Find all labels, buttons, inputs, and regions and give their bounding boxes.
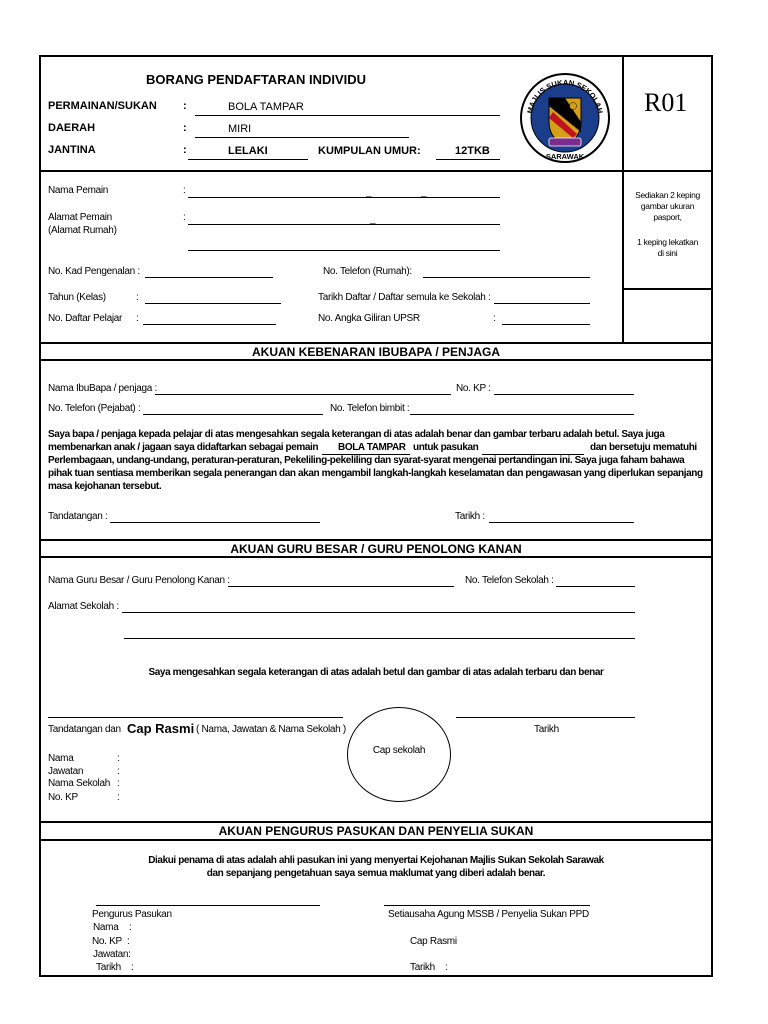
headmaster-title-top [40,539,712,541]
headmaster-section-title: AKUAN GURU BESAR / GURU PENOLONG KANAN [230,542,522,556]
photo-note-line4: 1 keping lekatkan [636,237,699,247]
school-address-field-1[interactable] [122,612,635,613]
student-reg-colon: : [136,313,139,324]
parent-declaration-2b: untuk pasukan [413,442,479,453]
gender-colon: : [183,144,187,156]
manager-section-title: AKUAN PENGURUS PASUKAN DAN PENYELIA SUKAN [218,824,534,838]
parent-name-label: Nama IbuBapa / penjaga : [48,383,157,394]
phone-home-field[interactable] [423,277,590,278]
headmaster-date-field[interactable] [456,717,635,718]
cap-rasmi-label: Cap Rasmi [127,721,195,736]
svg-text:SARAWAK: SARAWAK [545,152,585,161]
player-address-sub: (Alamat Rumah) [48,225,117,236]
manager-signature-field[interactable] [96,905,320,906]
gender-line [188,159,308,160]
parent-date-field[interactable] [489,522,634,523]
photo-note-line5: di sini [657,248,678,258]
parent-title-bottom [40,359,712,361]
headmaster-date-label: Tarikh [534,724,559,735]
player-address-label: Alamat Pemain [48,212,112,223]
form-code: R01 [644,88,688,117]
year-class-colon: : [136,292,139,303]
phone-home-label: No. Telefon (Rumah): [323,266,412,277]
signature-suffix: ( Nama, Jawatan & Nama Sekolah ) [196,724,346,735]
manager-field-name-colon: : [129,922,132,933]
header-bottom-line [40,170,712,172]
player-address-colon: : [183,212,186,223]
parent-title-top [40,342,712,344]
secretary-date: Tarikh [410,962,435,973]
parent-signature-label: Tandatangan : [48,511,108,522]
sport-colon: : [183,100,187,112]
gender-label: JANTINA [48,144,96,156]
manager-title: Pengurus Pasukan [92,909,172,920]
secretary-signature-field[interactable] [384,905,590,906]
parent-ic-field[interactable] [494,394,634,395]
parent-signature-field[interactable] [110,522,320,523]
mssm-logo-icon [519,72,611,164]
district-line [195,137,409,138]
parent-declaration-5: masa kejohanan tersebut. [48,481,162,492]
upsr-label: No. Angka Giliran UPSR [318,313,420,324]
photo-note-line2: gambar ukuran [640,201,695,211]
student-reg-field[interactable] [143,324,276,325]
manager-field-ic-colon: : [127,936,130,947]
manager-field-position: Jawatan: [93,949,131,960]
manager-title-bottom [40,839,712,841]
parent-date-label: Tarikh : [455,511,485,522]
age-group-line [436,159,500,160]
parent-ic-label: No. KP : [456,383,491,394]
upsr-field[interactable] [502,324,590,325]
headmaster-field-ic-colon: : [117,792,120,803]
parent-declaration-4: pihak tuan sentiasa memberikan segala penerangan dan akan mengambil langkah-langkah keselamatan dan pengawasan yang diperlukan sepanjang [48,468,703,479]
school-phone-field[interactable] [556,586,635,587]
headmaster-field-name: Nama [48,753,74,764]
photo-note-line3: pasport, [653,212,682,222]
age-group-label: KUMPULAN UMUR: [318,145,421,157]
manager-field-ic: No. KP [92,936,122,947]
parent-declaration-2a: membenarkan anak / jagaan saya didaftarkan sebagai pemain [48,442,319,453]
headmaster-field-school-colon: : [117,778,120,789]
school-phone-label: No. Telefon Sekolah : [465,575,554,586]
manager-field-name: Nama [93,922,119,933]
school-address-label: Alamat Sekolah : [48,601,119,612]
headmaster-certify-text: Saya mengesahkan segala keterangan di atas adalah betul dan gambar di atas adalah terbaru dan benar [148,667,604,678]
mobile-label: No. Telefon bimbit : [330,403,410,414]
age-group-value[interactable]: 12TKB [455,145,490,157]
photo-note-line1: Sediakan 2 keping [635,190,700,200]
svg-text:MAJLIS SUKAN SEKOLAH: MAJLIS SUKAN SEKOLAH [525,77,605,115]
headmaster-field-position-colon: : [117,766,120,777]
student-reg-label: No. Daftar Pelajar [48,313,123,324]
year-class-label: Tahun (Kelas) [48,292,106,303]
player-address-field-2[interactable] [188,250,500,251]
manager-field-date: Tarikh [96,962,121,973]
player-address-field-1[interactable] [188,224,500,225]
player-address-mark: _ [370,214,376,225]
signature-prefix: Tandatangan dan [48,724,121,735]
parent-declaration-1: Saya bapa / penjaga kepada pelajar di atas mengesahkan segala keterangan di atas adalah benar dan gambar terbaru adalah betul. Saya juga [48,429,665,440]
headmaster-field-position: Jawatan [48,766,84,777]
register-date-label: Tarikh Daftar / Daftar semula ke Sekolah : [318,292,491,303]
declaration-sport[interactable]: BOLA TAMPAR [338,442,406,453]
school-address-field-2[interactable] [124,638,635,639]
parent-section-title: AKUAN KEBENARAN IBUBAPA / PENJAGA [251,345,500,359]
headmaster-name-field[interactable] [228,586,454,587]
district-value[interactable]: MIRI [228,123,252,135]
sport-value[interactable]: BOLA TAMPAR [228,101,304,113]
ic-field[interactable] [145,277,273,278]
player-name-field[interactable] [188,197,500,198]
school-stamp-label: Cap sekolah [372,745,426,756]
sport-line [195,115,500,116]
headmaster-field-name-colon: : [117,753,120,764]
manager-statement-2: dan sepanjang pengetahuan saya semua maklumat yang diberi adalah benar. [206,868,546,879]
player-name-mark1: _ [366,187,372,198]
player-name-mark2: _ [421,187,427,198]
upsr-colon: : [493,313,496,324]
parent-name-field[interactable] [155,394,451,395]
ic-label: No. Kad Pengenalan : [48,266,140,277]
district-label: DAERAH [48,122,96,134]
player-name-colon: : [183,185,186,196]
register-date-field[interactable] [494,303,590,304]
office-phone-label: No. Telefon (Pejabat) : [48,403,141,414]
year-class-field[interactable] [145,303,281,304]
headmaster-signature-field[interactable] [48,717,343,718]
secretary-stamp: Cap Rasmi [410,936,457,947]
office-phone-field[interactable] [143,414,323,415]
player-name-label: Nama Pemain [48,185,109,196]
manager-statement-1: Diakui penama di atas adalah ahli pasukan ini yang menyertai Kejohanan Majlis Sukan Sekolah Sarawak [148,855,604,866]
sport-label: PERMAINAN/SUKAN [48,100,157,112]
headmaster-name-label: Nama Guru Besar / Guru Penolong Kanan : [48,575,230,586]
manager-field-date-colon: : [131,962,134,973]
headmaster-title-bottom [40,556,712,558]
headmaster-field-school: Nama Sekolah [48,778,110,789]
photo-box-line [623,288,712,290]
parent-declaration-3: Perlembagaan, undang-undang, peraturan-peraturan, Pekeliling-pekeliling dan syarat-syarat mengenai pertandingan ini. Saya juga faham bahawa [48,455,685,466]
district-colon: : [183,122,187,134]
parent-declaration-2c: dan bersetuju mematuhi [590,442,697,453]
mobile-field[interactable] [410,414,634,415]
form-title: BORANG PENDAFTARAN INDIVIDU [146,72,367,87]
gender-value[interactable]: LELAKI [228,145,268,157]
secretary-title: Setiausaha Agung MSSB / Penyelia Sukan PPD [388,909,589,920]
manager-title-top [40,821,712,823]
secretary-date-colon: : [445,962,448,973]
headmaster-field-ic: No. KP [48,792,78,803]
